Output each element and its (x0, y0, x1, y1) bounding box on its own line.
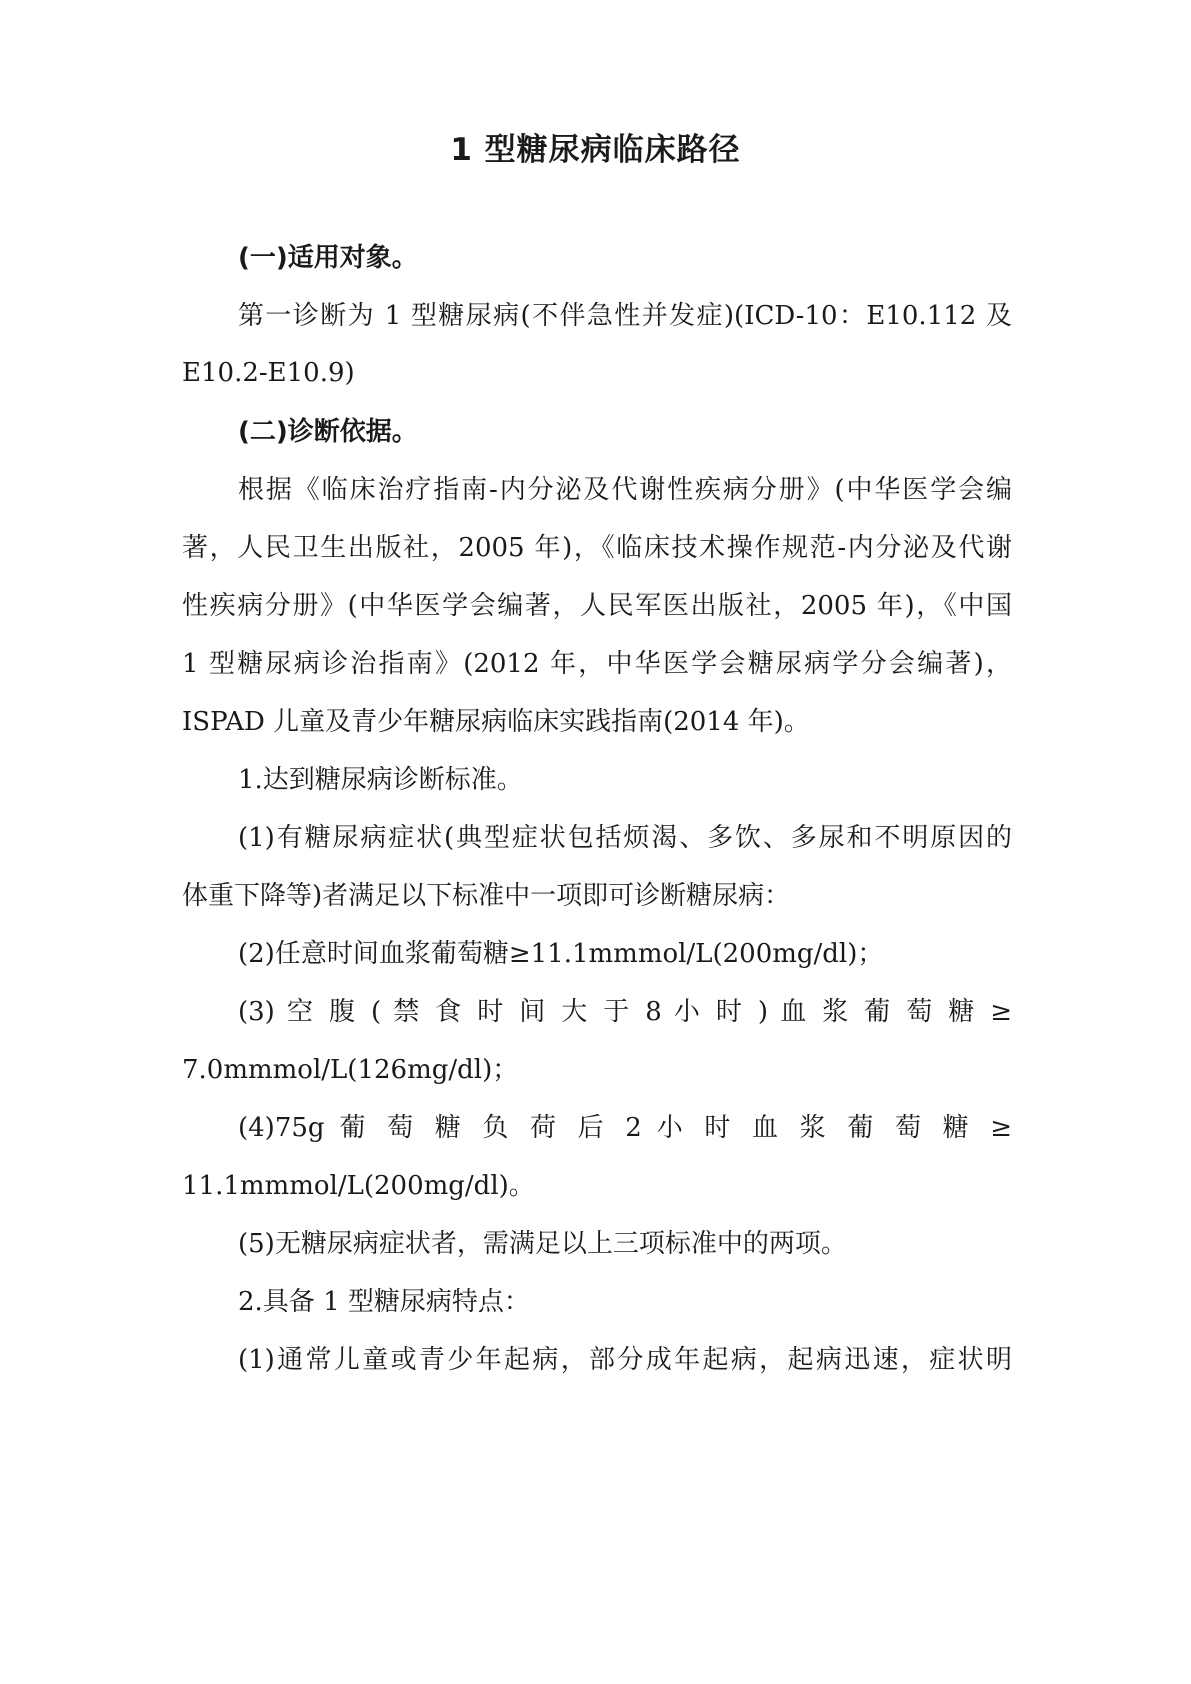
paragraph-line: ISPAD 儿童及青少年糖尿病临床实践指南(2014 年)。 (182, 707, 810, 737)
list-item: (4)75g 葡 萄 糖 负 荷 后 2 小 时 血 浆 葡 萄 糖 ≥ (238, 1113, 1012, 1143)
paragraph-line: 性疾病分册》(中华医学会编著，人民军医出版社，2005 年)，《中国 (182, 591, 1012, 621)
list-item: (5)无糖尿病症状者，需满足以上三项标准中的两项。 (238, 1229, 847, 1259)
paragraph-line: 著，人民卫生出版社，2005 年)，《临床技术操作规范-内分泌及代谢 (182, 533, 1012, 563)
paragraph-line: 第一诊断为 1 型糖尿病(不伴急性并发症)(ICD-10：E10.112 及 (238, 301, 1012, 331)
list-item: 2.具备 1 型糖尿病特点： (238, 1287, 530, 1317)
list-item: (1)通常儿童或青少年起病，部分成年起病，起病迅速，症状明 (238, 1345, 1012, 1375)
paragraph-line: 1 型糖尿病诊治指南》(2012 年，中华医学会糖尿病学分会编著)， (182, 649, 1012, 679)
paragraph-line: E10.2-E10.9) (182, 358, 355, 388)
paragraph-line: 体重下降等)者满足以下标准中一项即可诊断糖尿病： (182, 881, 791, 911)
section-heading-diagnosis-basis: (二)诊断依据。 (238, 417, 418, 447)
paragraph-line: 11.1mmmol/L(200mg/dl)。 (182, 1171, 535, 1201)
document-title: 1 型糖尿病临床路径 (450, 132, 741, 168)
paragraph-line: 7.0mmmol/L(126mg/dl)； (182, 1055, 519, 1085)
section-heading-applicable-objects: (一)适用对象。 (238, 243, 418, 273)
list-item: (3) 空 腹 ( 禁 食 时 间 大 于 8 小 时 ) 血 浆 葡 萄 糖 ≥ (238, 997, 1012, 1027)
list-item: (1)有糖尿病症状(典型症状包括烦渴、多饮、多尿和不明原因的 (238, 823, 1012, 853)
list-item: (2)任意时间血浆葡萄糖≥11.1mmmol/L(200mg/dl)； (238, 939, 884, 969)
paragraph-line: 根据《临床治疗指南-内分泌及代谢性疾病分册》(中华医学会编 (238, 475, 1012, 505)
list-item: 1.达到糖尿病诊断标准。 (238, 765, 523, 795)
